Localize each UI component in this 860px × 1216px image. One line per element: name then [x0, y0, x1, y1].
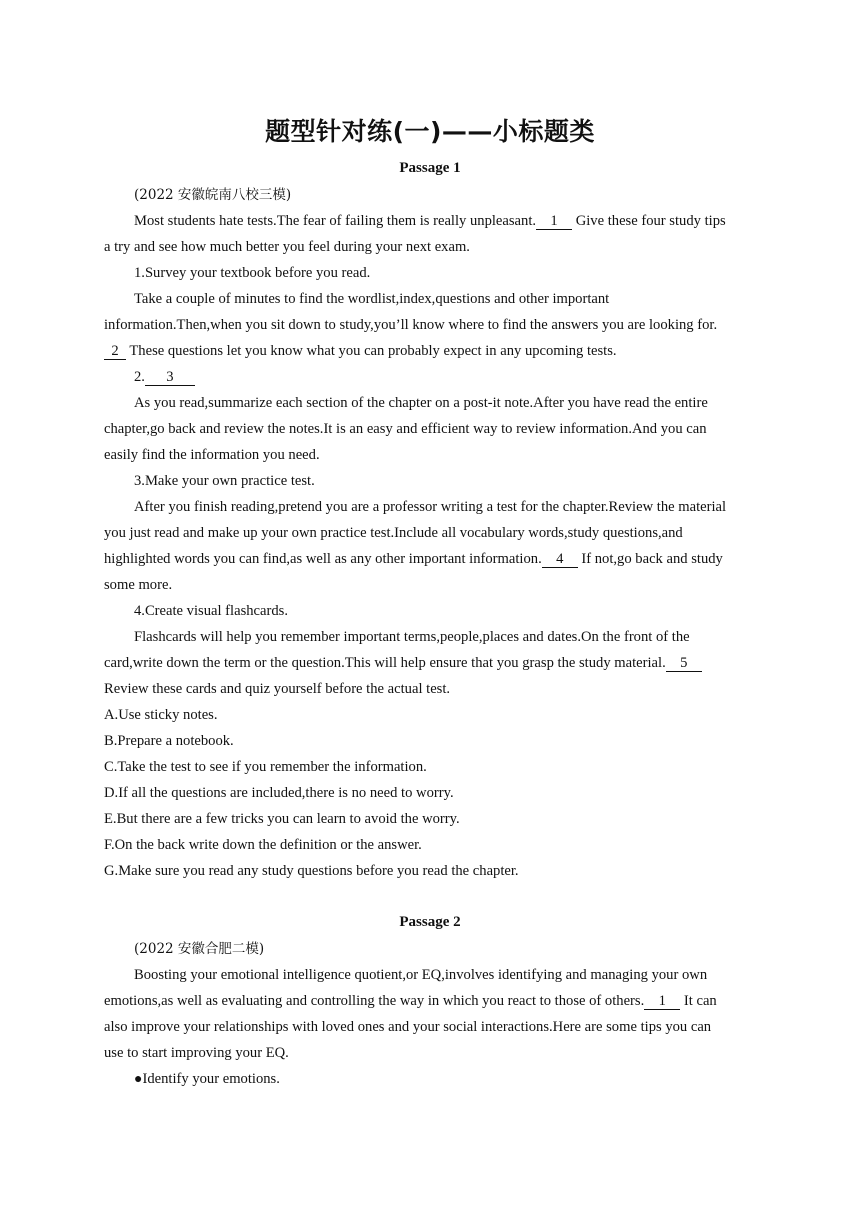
answer-blank-5: 5	[666, 656, 702, 672]
text: It can	[680, 993, 717, 1009]
passage2-paragraph1-line2	[104, 992, 717, 1010]
passage1-paragraph1-line1	[134, 212, 726, 230]
answer-blank-1: 1	[536, 214, 572, 230]
passage1-paragraph4-line4: some more.	[104, 577, 173, 593]
passage1-heading: Passage 1	[399, 160, 461, 176]
passage1-paragraph3-line3: easily find the information you need.	[104, 447, 320, 463]
passage1-paragraph4-line1: After you finish reading,pretend you are a professor writing a test for the chapter.Review the material	[134, 499, 727, 515]
passage2-tip-1	[134, 1070, 280, 1089]
text: 2.	[134, 369, 145, 385]
passage2-paragraph1-line1: Boosting your emotional intelligence quotient,or EQ,involves identifying and managing your own	[134, 967, 708, 983]
text: If not,go back and study	[577, 551, 723, 567]
passage2-source: (2022 安徽合肥二模)	[134, 941, 265, 957]
text: emotions,as well as evaluating and controlling the way in which you react to those of others.	[104, 993, 645, 1009]
passage1-paragraph1-line2: a try and see how much better you feel during your next exam.	[104, 239, 470, 255]
option-e: E.But there are a few tricks you can learn to avoid the worry.	[104, 811, 460, 827]
passage1-paragraph5-line1: Flashcards will help you remember important terms,people,places and dates.On the front of the	[134, 629, 690, 645]
passage1-paragraph4-line3	[104, 550, 723, 568]
bullet-icon: ●	[134, 1072, 143, 1087]
passage2-heading: Passage 2	[399, 914, 461, 930]
option-a: A.Use sticky notes.	[104, 707, 218, 723]
passage1-source: (2022 安徽皖南八校三模)	[134, 187, 292, 203]
text: card,write down the term or the question.This will help ensure that you grasp the study material.	[104, 655, 666, 671]
page-title: 题型针对练(一)——小标题类	[265, 117, 595, 146]
passage1-paragraph3-line2: chapter,go back and review the notes.It is an easy and efficient way to review information.And you can	[104, 421, 707, 437]
text: highlighted words you can find,as well as any other important information.	[104, 551, 542, 567]
text: Identify your emotions.	[142, 1071, 280, 1087]
answer-blank-3: 3	[145, 370, 195, 386]
text: These questions let you know what you can probably expect in any upcoming tests.	[126, 343, 617, 359]
passage1-paragraph5-line3: Review these cards and quiz yourself before the actual test.	[104, 681, 451, 697]
option-c: C.Take the test to see if you remember the information.	[104, 759, 427, 775]
passage2-paragraph1-line3: also improve your relationships with loved ones and your social interactions.Here are some tips you can	[104, 1019, 712, 1035]
passage1-paragraph2-line1: Take a couple of minutes to find the wordlist,index,questions and other important	[134, 291, 610, 307]
passage1-paragraph3-line1: As you read,summarize each section of the chapter on a post-it note.After you have read the entire	[134, 395, 708, 411]
passage1-paragraph5-line2	[104, 654, 702, 672]
subheading-1: 1.Survey your textbook before you read.	[134, 265, 371, 281]
passage2-paragraph1-line4: use to start improving your EQ.	[104, 1045, 289, 1061]
answer-blank-2: 2	[104, 344, 126, 360]
option-g: G.Make sure you read any study questions before you read the chapter.	[104, 863, 519, 879]
text: Most students hate tests.The fear of failing them is really unpleasant.	[134, 213, 537, 229]
subheading-2	[134, 368, 195, 386]
option-f: F.On the back write down the definition or the answer.	[104, 837, 422, 853]
passage1-paragraph2-line2: information.Then,when you sit down to study,you’ll know where to find the answers you are looking for.	[104, 317, 718, 333]
answer-blank-p2-1: 1	[644, 994, 680, 1010]
subheading-4: 4.Create visual flashcards.	[134, 603, 288, 619]
passage1-paragraph2-line3	[104, 342, 617, 360]
option-d: D.If all the questions are included,there is no need to worry.	[104, 785, 454, 801]
text: Give these four study tips	[572, 213, 726, 229]
answer-blank-4: 4	[542, 552, 578, 568]
subheading-3: 3.Make your own practice test.	[134, 473, 315, 489]
option-b: B.Prepare a notebook.	[104, 733, 234, 749]
passage1-paragraph4-line2: you just read and make up your own practice test.Include all vocabulary words,study questions,and	[104, 525, 683, 541]
